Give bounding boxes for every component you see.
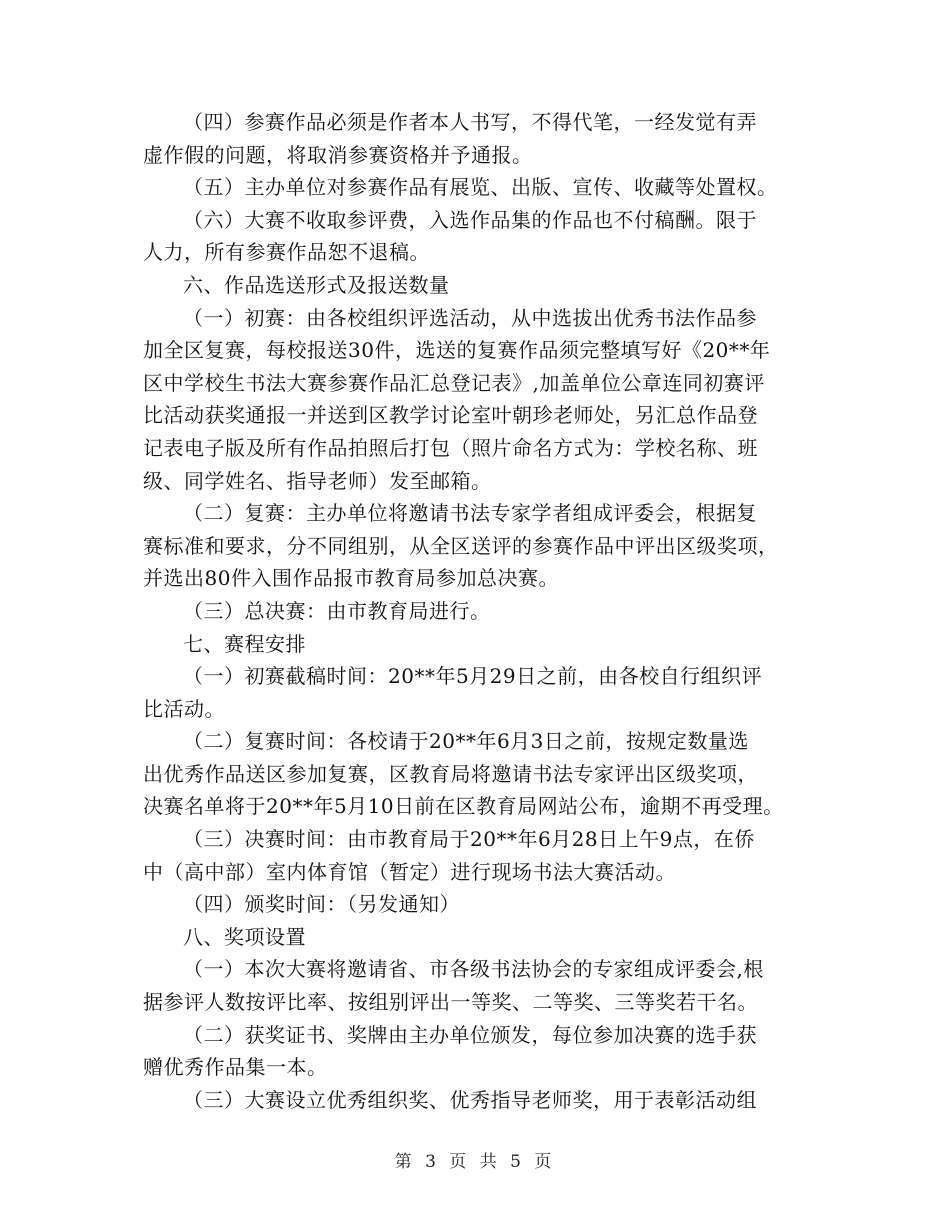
- text-line: 出优秀作品送区参加复赛，区教育局将邀请书法专家评出区级奖项，: [143, 761, 758, 786]
- text-line: 七、赛程安排: [183, 631, 306, 656]
- text-line: （一）初赛：由各校组织评选活动，从中选拔出优秀书法作品参: [183, 305, 757, 330]
- text-line: 比活动获奖通报一并送到区教学讨论室叶朝珍老师处，另汇总作品登: [143, 403, 758, 428]
- text-line: 据参评人数按评比率、按组别评出一等奖、二等奖、三等奖若干名。: [143, 990, 758, 1015]
- text-line: 中（高中部）室内体育馆（暂定）进行现场书法大赛活动。: [143, 859, 676, 884]
- text-line: 虚作假的问题，将取消参赛资格并予通报。: [143, 142, 533, 167]
- text-line: 六、作品选送形式及报送数量: [183, 272, 450, 297]
- text-line: （三）决赛时间：由市教育局于20**年6月28日上午9点，在侨: [183, 827, 755, 852]
- text-line: （一）本次大赛将邀请省、市各级书法协会的专家组成评委会,根: [183, 957, 764, 982]
- text-line: 赠优秀作品集一本。: [143, 1055, 328, 1080]
- text-line: 八、奖项设置: [183, 924, 306, 949]
- text-line: （五）主办单位对参赛作品有展览、出版、宣传、收藏等处置权。: [183, 175, 778, 200]
- text-line: 并选出80件入围作品报市教育局参加总决赛。: [143, 566, 559, 591]
- text-line: （四）参赛作品必须是作者本人书写，不得代笔，一经发觉有弄: [183, 110, 757, 134]
- text-line: （三）总决赛：由市教育局进行。: [183, 598, 491, 623]
- text-line: 比活动。: [143, 696, 225, 721]
- text-line: （六）大赛不收取参评费，入选作品集的作品也不付稿酬。限于: [183, 207, 757, 232]
- text-line: （二）获奖证书、奖牌由主办单位颁发，每位参加决赛的选手获: [183, 1022, 757, 1047]
- text-line: （二）复赛时间：各校请于20**年6月3日之前，按规定数量选: [183, 729, 749, 754]
- document-body: [143, 106, 811, 1116]
- text-line: 记表电子版及所有作品拍照后打包（照片命名方式为：学校名称、班: [143, 435, 758, 460]
- text-line: 人力，所有参赛作品恕不退稿。: [143, 240, 430, 265]
- text-line: 区中学校生书法大赛参赛作品汇总登记表》,加盖单位公章连同初赛评: [143, 370, 765, 395]
- text-line: （二）复赛：主办单位将邀请书法专家学者组成评委会，根据复: [183, 501, 757, 526]
- page-number-footer: 第 3 页 共 5 页: [394, 1152, 556, 1172]
- text-line: 决赛名单将于20**年5月10日前在区教育局网站公布，逾期不再受理。: [143, 794, 784, 819]
- text-line: （四）颁奖时间：（另发通知）: [183, 892, 460, 917]
- text-line: （三）大赛设立优秀组织奖、优秀指导老师奖，用于表彰活动组: [183, 1087, 757, 1112]
- text-line: 级、同学姓名、指导老师）发至邮箱。: [143, 468, 492, 493]
- text-line: 赛标准和要求，分不同组别，从全区送评的参赛作品中评出区级奖项，: [143, 533, 779, 558]
- text-line: （一）初赛截稿时间：20**年5月29日之前，由各校自行组织评: [183, 664, 763, 689]
- text-line: 加全区复赛，每校报送30件，选送的复赛作品须完整填写好《20**年: [143, 338, 771, 363]
